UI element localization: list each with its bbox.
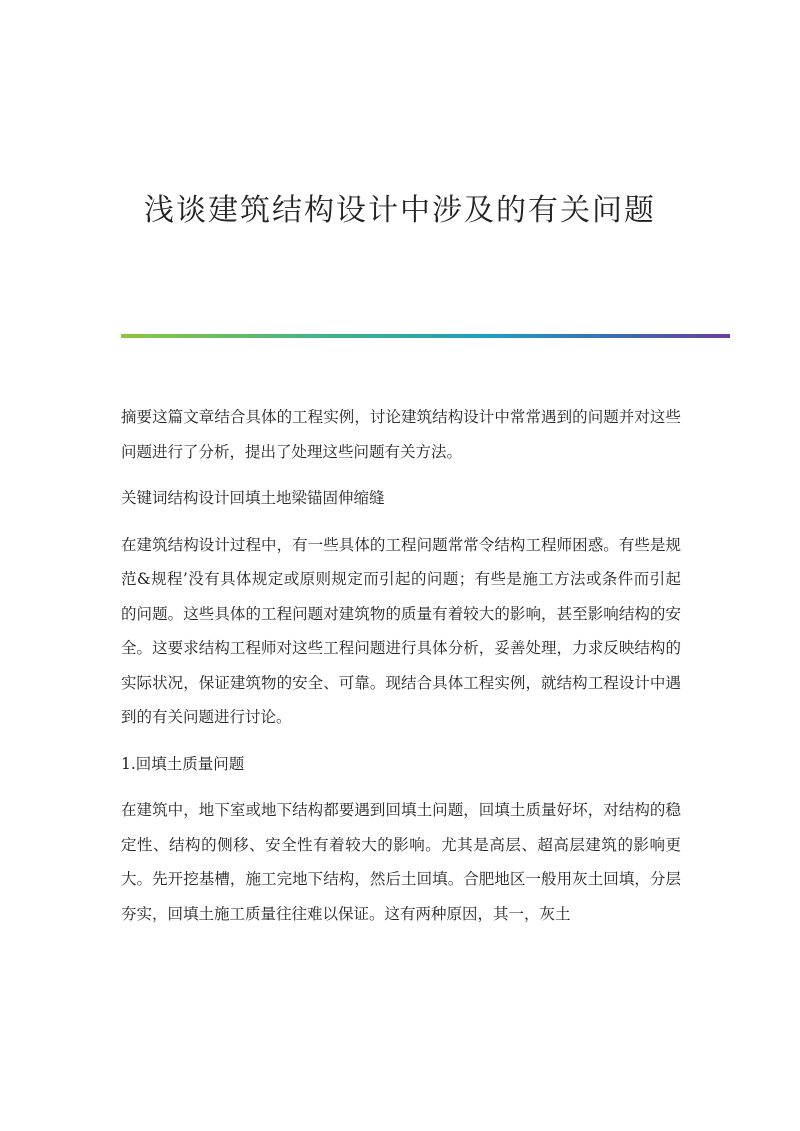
document-body: [121, 400, 681, 943]
intro-paragraph: 在建筑结构设计过程中，有一些具体的工程问题常常令结构工程师困惑。有些是规范&规程’没有具体规定或原则规定而引起的问题；有些是施工方法或条件而引起的问题。这些具体的工程问题对建筑物的质量有着较大的影响，甚至影响结构的安全。这要求结构工程师对这些工程问题进行具体分析，妥善处理，力求反映结构的实际状况，保证建筑物的安全、可靠。现结合具体工程实例，就结构工程设计中遇到的有关问题进行讨论。: [121, 535, 681, 726]
title-divider: [121, 334, 730, 338]
section-heading: 1.回填土质量问题: [121, 754, 245, 773]
keywords-paragraph: 关键词结构设计回填土地梁锚固伸缩缝: [121, 489, 385, 507]
abstract-paragraph: 摘要这篇文章结合具体的工程实例，讨论建筑结构设计中常常遇到的问题并对这些问题进行了分析，提出了处理这些问题有关方法。: [121, 408, 681, 461]
page-title: 浅谈建筑结构设计中涉及的有关问题: [144, 193, 656, 228]
section-paragraph: 在建筑中，地下室或地下结构都要遇到回填土问题，回填土质量好坏，对结构的稳定性、结构的侧移、安全性有着较大的影响。尤其是高层、超高层建筑的影响更大。先开挖基槽，施工完地下结构，然后土回填。合肥地区一般用灰土回填，分层夯实，回填土施工质量往往难以保证。这有两种原因，其一，灰土: [121, 801, 681, 923]
